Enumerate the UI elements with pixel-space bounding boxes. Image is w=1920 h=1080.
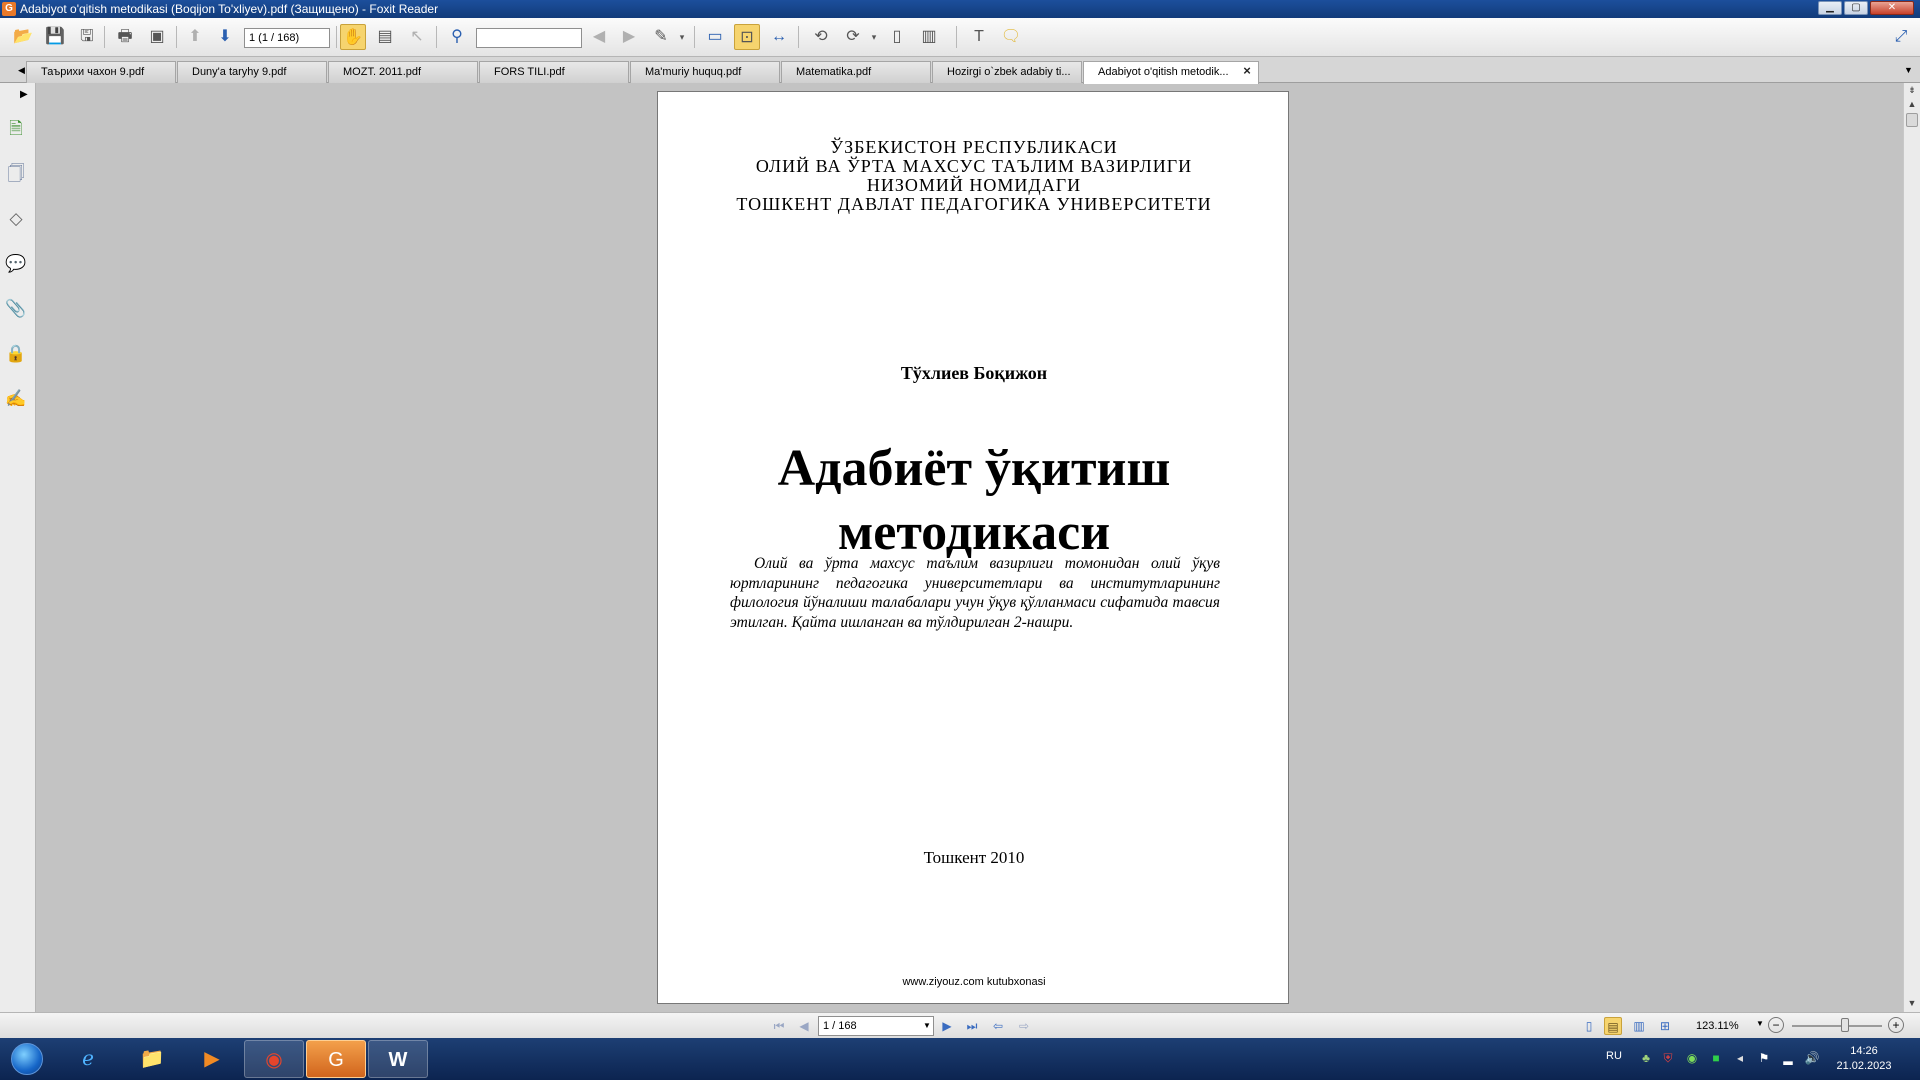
find-binoculars-icon[interactable]: ⚲ bbox=[451, 28, 463, 45]
ministry-line: ЎЗБЕКИСТОН РЕСПУБЛИКАСИ bbox=[830, 137, 1118, 157]
window-title: Adabiyot o'qitish metodikasi (Boqijon To'xliyev).pdf (Защищено) - Foxit Reader bbox=[20, 2, 439, 16]
next-page-icon[interactable]: ⬇ bbox=[218, 28, 232, 45]
tray-antivirus-icon[interactable]: ⛨ bbox=[1663, 1051, 1673, 1065]
toolbar-separator bbox=[694, 26, 695, 48]
expand-panel-arrow-icon[interactable]: ▶ bbox=[20, 89, 28, 100]
clock-date: 21.02.2023 bbox=[1836, 1060, 1892, 1072]
select-text-icon[interactable]: ▤ bbox=[377, 28, 393, 45]
ministry-line: ОЛИЙ ВА ЎРТА МАХСУС ТАЪЛИМ ВАЗИРЛИГИ bbox=[755, 156, 1193, 176]
single-page-view-icon[interactable]: ▯ bbox=[892, 28, 902, 45]
previous-page-icon[interactable]: ⬆ bbox=[188, 28, 202, 45]
zoom-level[interactable]: 123.11% bbox=[1696, 1020, 1739, 1032]
zoom-in-icon[interactable]: + bbox=[1888, 1017, 1904, 1033]
page-dropdown-arrow-icon[interactable]: ▼ bbox=[923, 1021, 931, 1030]
tab-document-active[interactable]: Adabiyot o'qitish metodik... bbox=[1083, 61, 1259, 84]
page-footer-url: www.ziyouz.com kutubxonasi bbox=[902, 976, 1046, 988]
tab-list-dropdown-icon[interactable]: ▼ bbox=[1904, 65, 1913, 75]
continuous-mode-icon[interactable]: ▤ bbox=[1604, 1017, 1622, 1035]
windows-logo-icon bbox=[11, 1043, 43, 1075]
select-cursor-icon[interactable]: ↖ bbox=[410, 28, 424, 45]
tray-status-icon[interactable]: ■ bbox=[1712, 1051, 1720, 1065]
city-year: Тошкент 2010 bbox=[923, 848, 1025, 867]
close-button[interactable]: ✕ bbox=[1870, 1, 1914, 15]
windows-taskbar bbox=[0, 1038, 1920, 1080]
fit-page-icon[interactable]: ⊡ bbox=[734, 24, 760, 50]
book-description: Олий ва ўрта махсус таълим вазирлиги томонидан олий ўқув юртларининг педагогика университетлари ва институтларининг филология йўналиши талабалари учун ўқув қўлланмаси сифатида тавсия этилган. Қайта ишланган ва тўлдирилган 2-нашри. bbox=[730, 555, 1220, 631]
status-page-input[interactable]: 1 / 168 bbox=[818, 1016, 934, 1036]
expand-window-icon[interactable]: ⤢ bbox=[1894, 28, 1908, 45]
two-page-view-icon[interactable]: ▥ bbox=[921, 28, 937, 45]
rotate-left-icon[interactable]: ⟲ bbox=[814, 28, 828, 45]
find-previous-icon[interactable]: ◀ bbox=[592, 28, 606, 45]
rotate-dropdown-arrow-icon[interactable]: ▾ bbox=[871, 32, 877, 42]
author-name: Тўхлиев Боқижон bbox=[900, 363, 1048, 383]
signatures-panel-icon[interactable]: ✍ bbox=[5, 389, 27, 408]
split-view-icon[interactable]: ⇟ bbox=[1908, 85, 1916, 95]
search-input[interactable] bbox=[476, 28, 582, 48]
toolbar-separator bbox=[956, 26, 957, 48]
maximize-button[interactable]: ▢ bbox=[1844, 1, 1868, 15]
tab-document[interactable]: MOZT. 2011.pdf bbox=[328, 61, 478, 83]
print-icon[interactable]: 🖶 bbox=[117, 28, 133, 45]
page-number-input[interactable]: 1 (1 / 168) bbox=[244, 28, 330, 48]
clock-time: 14:26 bbox=[1850, 1045, 1878, 1057]
save-icon[interactable]: 💾 bbox=[45, 28, 65, 45]
fit-width-icon[interactable]: ↔ bbox=[771, 28, 787, 45]
comments-panel-icon[interactable]: 💬 bbox=[5, 254, 27, 273]
start-button[interactable] bbox=[6, 1041, 48, 1077]
tray-update-icon[interactable]: ◉ bbox=[1686, 1051, 1698, 1065]
tab-close-icon[interactable]: × bbox=[1243, 63, 1251, 78]
note-icon[interactable]: 🗨 bbox=[1000, 28, 1022, 45]
facing-mode-icon[interactable]: ▥ bbox=[1633, 1019, 1645, 1033]
go-forward-arrow-icon[interactable]: ⇨ bbox=[1018, 1019, 1030, 1033]
status-bar bbox=[0, 1012, 1920, 1038]
book-title-line: Адабиёт ўқитиш bbox=[777, 440, 1171, 497]
toolbar-separator bbox=[436, 26, 437, 48]
toolbar-separator bbox=[104, 26, 105, 48]
next-page-status-icon[interactable]: ▶ bbox=[942, 1019, 952, 1033]
single-page-mode-icon[interactable]: ▯ bbox=[1585, 1019, 1593, 1033]
open-folder-icon[interactable]: 📂 bbox=[13, 28, 33, 45]
tab-document[interactable]: Duny'a taryhy 9.pdf bbox=[177, 61, 327, 83]
screenshot-icon[interactable]: ▣ bbox=[149, 28, 165, 45]
scroll-up-arrow-icon[interactable]: ▲ bbox=[1907, 99, 1917, 109]
first-page-icon[interactable]: ⏮ bbox=[773, 1019, 785, 1033]
tab-document[interactable]: Таърихи чахон 9.pdf bbox=[26, 61, 176, 83]
toolbar bbox=[0, 18, 1920, 57]
internet-explorer-icon[interactable]: ℯ bbox=[82, 1048, 94, 1070]
tray-network-signal-icon[interactable]: ▂ bbox=[1783, 1051, 1793, 1065]
go-back-arrow-icon[interactable]: ⇦ bbox=[992, 1019, 1004, 1033]
taskbar-clock[interactable] bbox=[1816, 1044, 1912, 1074]
comment-dropdown-arrow-icon[interactable]: ▾ bbox=[679, 32, 685, 42]
scroll-thumb[interactable] bbox=[1906, 113, 1918, 127]
book-title-line: методикаси bbox=[837, 504, 1111, 561]
tray-volume-icon[interactable]: 🔊 bbox=[1804, 1051, 1820, 1065]
toolbar-separator bbox=[798, 26, 799, 48]
scroll-down-arrow-icon[interactable]: ▼ bbox=[1907, 998, 1917, 1008]
minimize-button[interactable]: ▁ bbox=[1818, 1, 1842, 15]
tab-scroll-left-icon[interactable]: ◀ bbox=[18, 65, 25, 75]
pdf-page[interactable] bbox=[657, 91, 1289, 1004]
continuous-facing-mode-icon[interactable]: ⊞ bbox=[1659, 1019, 1671, 1033]
zoom-slider-handle[interactable] bbox=[1841, 1018, 1849, 1032]
zoom-out-icon[interactable]: − bbox=[1768, 1017, 1784, 1033]
tab-document[interactable]: Ma'muriy huquq.pdf bbox=[630, 61, 780, 83]
language-indicator[interactable]: RU bbox=[1606, 1050, 1622, 1062]
tray-speaker-muted-icon[interactable]: ◂ bbox=[1736, 1051, 1744, 1065]
tray-network-tool-icon[interactable]: ♣ bbox=[1642, 1051, 1650, 1065]
security-lock-icon[interactable]: 🔒 bbox=[5, 344, 27, 363]
foxit-logo-icon: G bbox=[2, 2, 16, 16]
ministry-line: НИЗОМИЙ НОМИДАГИ bbox=[866, 175, 1082, 195]
vertical-scrollbar[interactable] bbox=[1903, 83, 1920, 1012]
toolbar-separator bbox=[336, 26, 337, 48]
hand-tool-icon[interactable]: ✋ bbox=[340, 24, 366, 50]
navigation-panel bbox=[0, 83, 36, 1012]
rotate-right-icon[interactable]: ⟳ bbox=[846, 28, 860, 45]
ministry-line: ТОШКЕНТ ДАВЛАТ ПЕДАГОГИКА УНИВЕРСИТЕТИ bbox=[736, 194, 1212, 214]
title-bar bbox=[0, 0, 1920, 18]
file-explorer-icon[interactable]: 📁 bbox=[139, 1048, 165, 1070]
previous-page-status-icon[interactable]: ◀ bbox=[799, 1019, 809, 1033]
pages-panel-icon[interactable]: 🗎 bbox=[9, 119, 23, 138]
last-page-icon[interactable]: ⏭ bbox=[966, 1019, 978, 1033]
tab-document[interactable]: FORS TILI.pdf bbox=[479, 61, 629, 83]
find-next-icon[interactable]: ▶ bbox=[622, 28, 636, 45]
tab-document[interactable]: Hozirgi o`zbek adabiy ti... bbox=[932, 61, 1082, 83]
panel-splitter[interactable] bbox=[36, 83, 41, 1012]
foxit-reader-taskbar-icon[interactable]: G bbox=[306, 1040, 366, 1078]
media-player-icon[interactable]: ▶ bbox=[204, 1048, 220, 1070]
zoom-slider-track[interactable] bbox=[1792, 1025, 1882, 1027]
layers-panel-icon[interactable]: ◇ bbox=[9, 209, 23, 228]
save-as-icon[interactable]: 🖫 bbox=[80, 28, 94, 45]
bookmarks-panel-icon[interactable]: 🗍 bbox=[7, 164, 25, 183]
typewriter-icon[interactable]: T bbox=[974, 28, 984, 45]
tray-action-center-flag-icon[interactable]: ⚑ bbox=[1758, 1051, 1770, 1065]
attachments-panel-icon[interactable]: 📎 bbox=[5, 299, 27, 318]
chrome-icon[interactable]: ◉ bbox=[244, 1040, 304, 1078]
word-icon[interactable]: W bbox=[368, 1040, 428, 1078]
actual-size-icon[interactable]: ▭ bbox=[707, 28, 723, 45]
zoom-dropdown-arrow-icon[interactable]: ▼ bbox=[1756, 1019, 1764, 1028]
comment-tool-icon[interactable]: ✎ bbox=[654, 28, 668, 45]
tab-document[interactable]: Matematika.pdf bbox=[781, 61, 931, 83]
document-tab-bar bbox=[0, 57, 1920, 83]
toolbar-separator bbox=[176, 26, 177, 48]
